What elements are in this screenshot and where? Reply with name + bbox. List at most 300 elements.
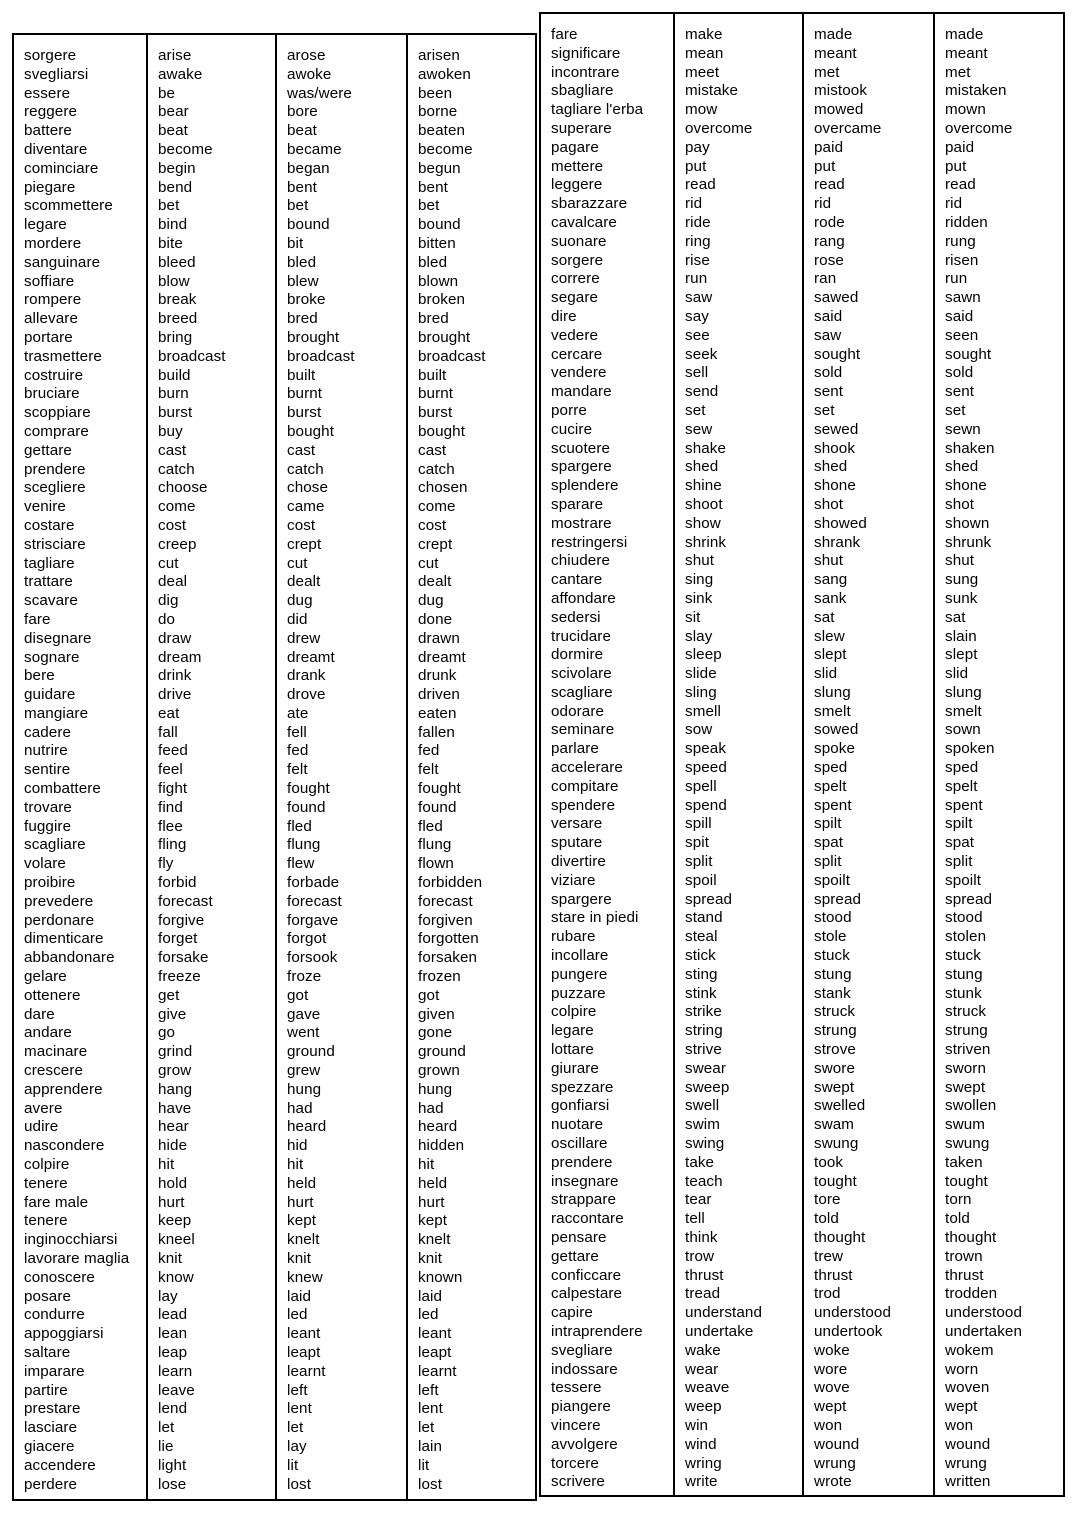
table-cell: trew — [814, 1247, 844, 1265]
table-cell: awoken — [418, 65, 471, 83]
table-cell: trown — [945, 1247, 983, 1265]
table-cell: rose — [814, 251, 844, 269]
table-cell: hide — [158, 1137, 188, 1155]
column-italian — [14, 35, 146, 1499]
table-cell: written — [945, 1473, 991, 1491]
table-cell: sew — [685, 420, 713, 438]
table-cell: costruire — [24, 366, 84, 384]
table-cell: arise — [158, 47, 192, 64]
table-cell: taken — [945, 1153, 983, 1171]
table-cell: chiudere — [551, 552, 611, 570]
table-cell: drawn — [418, 629, 460, 647]
table-cell: spilt — [945, 815, 973, 833]
table-cell: lend — [158, 1400, 188, 1418]
table-cell: drink — [158, 667, 192, 685]
table-cell: wind — [685, 1435, 717, 1453]
table-cell: learn — [158, 1362, 193, 1380]
table-cell: read — [685, 176, 716, 194]
table-cell: cost — [418, 516, 447, 534]
table-cell: drank — [287, 667, 326, 685]
table-cell: strove — [814, 1041, 856, 1059]
table-cell: said — [814, 307, 843, 325]
table-cell: left — [418, 1381, 439, 1399]
table-cell: tagliare l'erba — [551, 101, 644, 119]
table-cell: stood — [814, 909, 852, 927]
table-cell: odorare — [551, 702, 605, 720]
table-cell: leant — [418, 1325, 452, 1343]
table-cell: woke — [814, 1341, 850, 1359]
table-cell: mordere — [24, 234, 82, 252]
table-cell: eaten — [418, 704, 457, 722]
table-cell: stung — [945, 965, 983, 983]
table-cell: ate — [287, 704, 309, 722]
table-cell: legare — [24, 216, 67, 234]
table-cell: tread — [685, 1285, 721, 1303]
table-cell: wring — [685, 1454, 722, 1472]
table-cell: pagare — [551, 138, 599, 156]
table-cell: split — [814, 853, 842, 871]
table-cell: wrung — [814, 1454, 856, 1472]
table-cell: avere — [24, 1099, 63, 1117]
table-cell: shed — [814, 458, 848, 476]
table-cell: knelt — [287, 1231, 320, 1249]
table-cell: forbid — [158, 874, 197, 892]
table-cell: cost — [287, 516, 316, 534]
table-cell: andare — [24, 1024, 72, 1042]
table-cell: sung — [945, 571, 979, 589]
table-cell: drunk — [418, 667, 457, 685]
table-cell: strappare — [551, 1191, 617, 1209]
table-cell: affondare — [551, 589, 616, 607]
table-cell: arisen — [418, 47, 460, 64]
table-cell: hurt — [418, 1193, 445, 1211]
table-cell: hang — [158, 1080, 193, 1098]
table-cell: sat — [945, 608, 966, 626]
table-cell: strike — [685, 1003, 722, 1021]
table-cell: feel — [158, 761, 183, 779]
table-cell: sputare — [551, 834, 603, 852]
table-cell: spilt — [814, 815, 842, 833]
table-cell: shed — [945, 458, 979, 476]
table-cell: wear — [685, 1360, 719, 1378]
table-cell: came — [287, 498, 325, 516]
table-cell: ground — [287, 1043, 335, 1061]
table-cell: dig — [158, 592, 179, 610]
table-cell: ottenere — [24, 986, 81, 1004]
table-cell: bind — [158, 216, 188, 234]
table-cell: laid — [287, 1287, 312, 1305]
table-cell: shake — [685, 439, 727, 457]
table-cell: tagliare — [24, 554, 75, 572]
table-cell: piegare — [24, 178, 76, 196]
table-cell: scuotere — [551, 439, 611, 457]
table-cell: lent — [418, 1400, 443, 1418]
table-cell: versare — [551, 815, 603, 833]
table-cell: sbarazzare — [551, 195, 628, 213]
table-cell: mow — [685, 101, 718, 119]
table-cell: breed — [158, 310, 198, 328]
table-cell: slain — [945, 627, 977, 645]
table-cell: spent — [945, 796, 983, 814]
table-cell: essere — [24, 84, 71, 102]
table-cell: spell — [685, 777, 717, 795]
table-cell: ridden — [945, 213, 988, 231]
table-cell: saw — [814, 326, 842, 344]
table-cell: accendere — [24, 1456, 96, 1474]
table-cell: built — [287, 366, 316, 384]
table-cell: udire — [24, 1118, 59, 1136]
table-cell: rang — [814, 232, 845, 250]
table-cell: stank — [814, 984, 851, 1002]
table-cell: forecast — [287, 892, 342, 910]
table-cell: swelled — [814, 1097, 866, 1115]
table-cell: found — [287, 798, 326, 816]
table-cell: cut — [418, 554, 439, 572]
table-cell: insegnare — [551, 1172, 619, 1190]
table-cell: cucire — [551, 420, 593, 438]
table-cell: thrust — [945, 1266, 984, 1284]
table-cell: slide — [685, 665, 717, 683]
table-cell: scommettere — [24, 197, 113, 215]
table-cell: begun — [418, 159, 461, 177]
table-cell: raccontare — [551, 1210, 624, 1228]
table-cell: sit — [685, 608, 701, 626]
table-cell: bleed — [158, 253, 196, 271]
table-cell: read — [814, 176, 845, 194]
table-cell: dare — [24, 1005, 55, 1023]
table-cell: sweep — [685, 1078, 730, 1096]
table-cell: macinare — [24, 1043, 88, 1061]
table-cell: blow — [158, 272, 190, 290]
table-cell: mandare — [551, 383, 612, 401]
table-cell: run — [945, 270, 968, 288]
table-cell: chose — [287, 479, 329, 497]
table-cell: know — [158, 1268, 194, 1286]
table-cell: rung — [945, 232, 976, 250]
table-cell: gave — [287, 1005, 321, 1023]
table-cell: shed — [685, 458, 719, 476]
table-cell: stick — [685, 947, 716, 965]
table-cell: lay — [158, 1287, 178, 1305]
table-cell: sunk — [945, 589, 978, 607]
table-cell: eat — [158, 704, 180, 722]
table-cell: mettere — [551, 157, 604, 175]
table-cell: calpestare — [551, 1285, 623, 1303]
table-cell: found — [418, 798, 457, 816]
table-cell: rid — [814, 195, 832, 213]
table-cell: hit — [158, 1156, 175, 1174]
table-cell: seen — [945, 326, 979, 344]
table-cell: bear — [158, 103, 189, 121]
table-cell: smelt — [945, 702, 982, 720]
table-cell: slung — [814, 683, 851, 701]
table-cell: dug — [418, 592, 444, 610]
table-cell: slid — [945, 665, 969, 683]
table-cell: driven — [418, 686, 460, 704]
table-cell: shown — [945, 514, 990, 532]
table-cell: wake — [685, 1341, 721, 1359]
table-cell: awake — [158, 65, 203, 83]
table-cell: smell — [685, 702, 721, 720]
table-cell: saw — [685, 289, 713, 307]
table-cell: went — [287, 1024, 320, 1042]
table-cell: burst — [287, 404, 322, 422]
table-cell: dimenticare — [24, 930, 104, 948]
table-cell: posare — [24, 1287, 72, 1305]
table-cell: dire — [551, 307, 577, 325]
table-cell: oscillare — [551, 1135, 608, 1153]
table-cell: saltare — [24, 1343, 71, 1361]
table-cell: woven — [945, 1379, 990, 1397]
table-cell: bet — [287, 197, 309, 215]
table-cell: ran — [814, 270, 837, 288]
table-cell: bruciare — [24, 385, 80, 403]
table-cell: be — [158, 84, 176, 102]
table-cell: grind — [158, 1043, 193, 1061]
table-cell: go — [158, 1024, 176, 1042]
table-cell: bore — [287, 103, 318, 121]
table-cell: sleep — [685, 646, 722, 664]
table-cell: dreamt — [287, 648, 335, 666]
table-cell: spoilt — [945, 871, 982, 889]
table-cell: bring — [158, 328, 193, 346]
table-cell: made — [814, 26, 853, 43]
table-cell: give — [158, 1005, 187, 1023]
table-cell: fought — [418, 780, 461, 798]
table-cell: nascondere — [24, 1137, 105, 1155]
table-cell: paid — [945, 138, 975, 156]
table-cell: bred — [418, 310, 449, 328]
table-cell: swam — [814, 1116, 855, 1134]
table-cell: forgiven — [418, 911, 473, 929]
table-cell: sought — [945, 345, 992, 363]
table-cell: sbagliare — [551, 82, 614, 100]
table-cell: partire — [24, 1381, 68, 1399]
table-cell: sped — [814, 759, 848, 777]
table-cell: lain — [418, 1437, 443, 1455]
table-cell: seminare — [551, 721, 615, 739]
table-cell: froze — [287, 968, 322, 986]
table-cell: sawn — [945, 289, 981, 307]
table-cell: forbidden — [418, 874, 483, 892]
table-cell: shine — [685, 477, 722, 495]
table-cell: sent — [814, 383, 844, 401]
table-cell: teach — [685, 1172, 723, 1190]
table-cell: sewed — [814, 420, 859, 438]
table-cell: hidden — [418, 1137, 465, 1155]
table-cell: bent — [418, 178, 448, 196]
table-cell: colpire — [24, 1156, 70, 1174]
table-cell: showed — [814, 514, 867, 532]
table-cell: reggere — [24, 103, 78, 121]
table-cell: trovare — [24, 798, 72, 816]
table-cell: fight — [158, 780, 188, 798]
table-cell: knew — [287, 1268, 323, 1286]
table-cell: swim — [685, 1116, 720, 1134]
table-cell: legare — [551, 1022, 594, 1040]
table-cell: shot — [945, 495, 975, 513]
table-cell: feed — [158, 742, 188, 760]
table-cell: been — [418, 84, 453, 102]
table-cell: swung — [814, 1135, 859, 1153]
table-cell: sown — [945, 721, 981, 739]
table-cell: fling — [158, 836, 187, 854]
table-cell: grown — [418, 1062, 460, 1080]
table-cell: stink — [685, 984, 717, 1002]
table-cell: let — [418, 1419, 435, 1437]
table-cell: worn — [945, 1360, 979, 1378]
table-cell: burst — [158, 404, 193, 422]
table-cell: flee — [158, 817, 183, 835]
table-cell: spezzare — [551, 1078, 614, 1096]
column-infinitive — [146, 35, 275, 1499]
table-cell: forget — [158, 930, 198, 948]
table-cell: speak — [685, 740, 727, 758]
table-cell: scagliare — [24, 836, 86, 854]
table-cell: spoil — [685, 871, 717, 889]
table-cell: spendere — [551, 796, 616, 814]
table-cell: show — [685, 514, 721, 532]
table-cell: knit — [158, 1250, 183, 1267]
table-cell: burn — [158, 385, 189, 403]
table-cell: cast — [418, 441, 447, 459]
table-cell: read — [945, 176, 976, 194]
table-cell: spit — [685, 834, 710, 852]
table-cell: mistake — [685, 82, 739, 100]
table-cell: spat — [814, 834, 844, 852]
table-cell: sparare — [551, 495, 604, 513]
table-cell: put — [814, 157, 836, 175]
table-cell: shrunk — [945, 533, 992, 551]
table-cell: overcome — [685, 119, 753, 137]
table-cell: combattere — [24, 780, 101, 798]
table-cell: beaten — [418, 122, 466, 140]
table-cell: burst — [418, 404, 453, 422]
table-cell: fuggire — [24, 817, 72, 835]
table-cell: thought — [814, 1229, 866, 1246]
table-cell: do — [158, 610, 176, 628]
table-cell: sought — [814, 345, 861, 363]
table-cell: had — [287, 1099, 313, 1117]
table-cell: cost — [158, 516, 187, 534]
table-cell: sognare — [24, 648, 80, 666]
table-cell: have — [158, 1099, 192, 1117]
table-cell: bound — [287, 216, 330, 234]
table-cell: forecast — [158, 892, 213, 910]
column-infinitive — [673, 14, 802, 1495]
table-cell: sow — [685, 721, 713, 739]
table-cell: become — [418, 140, 473, 158]
table-cell: cast — [158, 441, 187, 459]
table-cell: known — [418, 1268, 463, 1286]
table-cell: porre — [551, 401, 587, 419]
table-cell: brought — [287, 328, 340, 346]
table-cell: superare — [551, 119, 612, 137]
table-cell: fare male — [24, 1193, 89, 1211]
table-cell: had — [418, 1099, 444, 1117]
table-cell: trod — [814, 1285, 841, 1303]
table-cell: leap — [158, 1343, 188, 1361]
table-cell: bet — [418, 197, 440, 215]
table-cell: deal — [158, 573, 188, 591]
table-cell: cadere — [24, 723, 72, 741]
table-cell: spat — [945, 834, 975, 852]
table-cell: mostrare — [551, 514, 612, 532]
table-cell: imparare — [24, 1362, 85, 1380]
table-cell: burnt — [418, 385, 454, 403]
table-cell: shut — [685, 552, 715, 570]
table-cell: build — [158, 366, 191, 384]
table-cell: lie — [158, 1437, 174, 1455]
column-past-participle — [933, 14, 1063, 1495]
table-cell: hit — [287, 1156, 304, 1174]
table-cell: crescere — [24, 1062, 84, 1080]
table-cell: kneel — [158, 1231, 195, 1249]
table-cell: striven — [945, 1041, 991, 1059]
table-cell: bet — [158, 197, 180, 215]
table-cell: forgotten — [418, 930, 479, 948]
table-cell: swing — [685, 1135, 725, 1153]
table-cell: heard — [287, 1118, 327, 1136]
table-cell: burnt — [287, 385, 323, 403]
table-cell: sell — [685, 364, 709, 382]
table-cell: broadcast — [158, 347, 226, 365]
table-cell: spread — [945, 890, 993, 908]
table-cell: blew — [287, 272, 319, 290]
table-cell: let — [158, 1419, 175, 1437]
table-cell: spargere — [551, 458, 612, 476]
table-cell: comprare — [24, 422, 89, 440]
table-cell: scivolare — [551, 665, 612, 683]
table-cell: scagliare — [551, 683, 613, 701]
table-cell: soffiare — [24, 272, 75, 290]
table-cell: mistaken — [945, 82, 1007, 100]
table-cell: come — [418, 498, 456, 516]
table-cell: buy — [158, 422, 183, 440]
column-past-simple — [802, 14, 933, 1495]
table-cell: dealt — [418, 573, 452, 591]
table-cell: torn — [945, 1191, 972, 1209]
table-cell: drive — [158, 686, 192, 704]
table-cell: gelare — [24, 968, 67, 986]
table-cell: diventare — [24, 140, 88, 158]
table-cell: broke — [287, 291, 326, 309]
table-cell: spoke — [814, 740, 856, 758]
table-cell: bend — [158, 178, 193, 196]
table-cell: tore — [814, 1191, 841, 1209]
table-cell: took — [814, 1153, 844, 1171]
table-cell: trodden — [945, 1285, 998, 1303]
table-cell: got — [287, 986, 309, 1004]
table-cell: divertire — [551, 853, 606, 871]
table-cell: leave — [158, 1381, 195, 1399]
table-cell: hurt — [287, 1193, 314, 1211]
table-cell: drew — [287, 629, 321, 647]
table-cell: forsaken — [418, 949, 478, 967]
table-cell: shut — [814, 552, 844, 570]
table-cell: piangere — [551, 1398, 611, 1416]
table-cell: gonfiarsi — [551, 1097, 610, 1115]
table-cell: find — [158, 798, 183, 816]
table-cell: draw — [158, 629, 192, 647]
table-cell: inginocchiarsi — [24, 1231, 118, 1249]
table-cell: sold — [945, 364, 974, 382]
table-cell: catch — [287, 460, 324, 478]
table-cell: bit — [287, 234, 304, 252]
table-cell: weave — [685, 1379, 730, 1397]
table-cell: hit — [418, 1156, 435, 1174]
table-cell: get — [158, 986, 180, 1004]
